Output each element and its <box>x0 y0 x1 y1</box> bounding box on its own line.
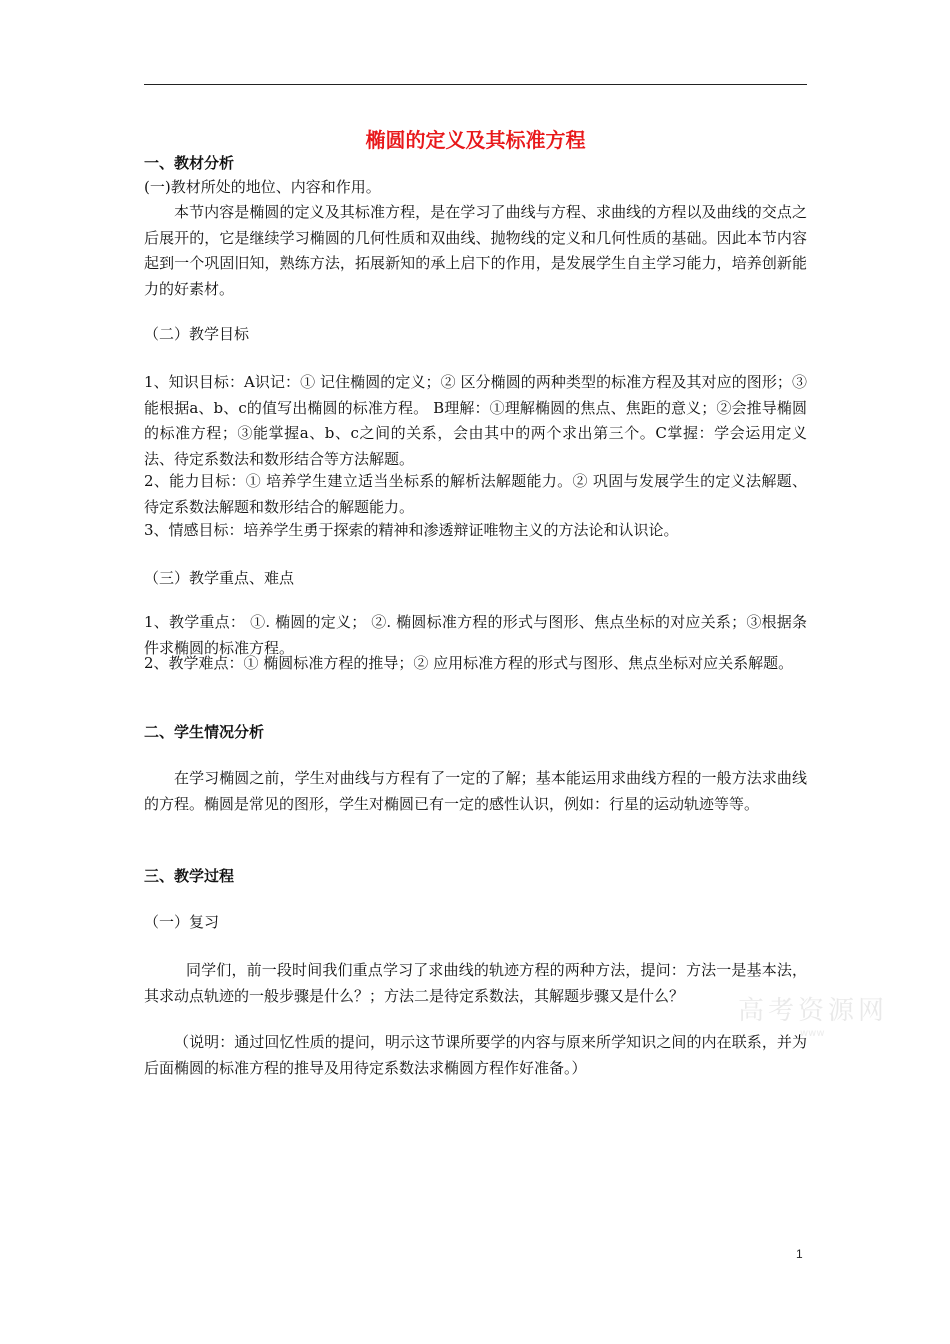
goal-emotion: 3、情感目标：培养学生勇于探索的精神和渗透辩证唯物主义的方法论和认识论。 <box>144 521 679 539</box>
section-2-heading: 二、学生情况分析 <box>144 723 265 741</box>
goal-knowledge: 1、知识目标：A识记：① 记住椭圆的定义；② 区分椭圆的两种类型的标准方程及其对应的图形；③能根据a、b、c的值写出椭圆的标准方程。 B理解：①理解椭圆的焦点、焦距的意义；②会推导椭圆的标准方程；③能掌握a、b、c之间的关系，会由其中的两个求出第三个。C掌握：学会运用定义法、待定系数法和数形结合等方法解题。 <box>144 373 807 468</box>
section-1-heading: 一、教材分析 <box>144 154 235 172</box>
note-paragraph: （说明：通过回忆性质的提问，明示这节课所要学的内容与原来所学知识之间的内在联系，并为后面椭圆的标准方程的推导及用待定系数法求椭圆方程作好准备。） <box>144 1033 807 1077</box>
watermark: 高考资源网 <box>738 996 889 1026</box>
section-1-sub-3: （三）教学重点、难点 <box>144 569 295 587</box>
section-3-heading: 三、教学过程 <box>144 867 235 885</box>
key-points: 1、教学重点： ①. 椭圆的定义； ②. 椭圆标准方程的形式与图形、焦点坐标的对应关系；③根据条件求椭圆的标准方程。 <box>144 613 807 657</box>
difficult-points: 2、教学难点：① 椭圆标准方程的推导；② 应用标准方程的形式与图形、焦点坐标对应关系解题。 <box>144 654 794 672</box>
page-number: 1 <box>796 1247 803 1261</box>
section-1-paragraph: 本节内容是椭圆的定义及其标准方程，是在学习了曲线与方程、求曲线的方程以及曲线的交点之后展开的，它是继续学习椭圆的几何性质和双曲线、抛物线的定义和几何性质的基础。因此本节内容起到一个巩固旧知，熟练方法，拓展新知的承上启下的作用，是发展学生自主学习能力，培养创新能力的好素材。 <box>144 203 807 298</box>
section-1-sub-2: （二）教学目标 <box>144 325 250 343</box>
watermark-sub: www <box>800 1028 825 1039</box>
section-2-paragraph: 在学习椭圆之前，学生对曲线与方程有了一定的了解；基本能运用求曲线方程的一般方法求曲线的方程。椭圆是常见的图形，学生对椭圆已有一定的感性认识，例如：行星的运动轨迹等等。 <box>144 769 807 813</box>
header-rule <box>144 84 807 85</box>
section-3-sub-1: （一）复习 <box>144 913 220 931</box>
document-title: 椭圆的定义及其标准方程 <box>365 128 586 152</box>
goal-ability: 2、能力目标：① 培养学生建立适当坐标系的解析法解题能力。② 巩固与发展学生的定义法解题、待定系数法解题和数形结合的解题能力。 <box>144 472 807 516</box>
review-paragraph: 同学们，前一段时间我们重点学习了求曲线的轨迹方程的两种方法，提问：方法一是基本法，其求动点轨迹的一般步骤是什么？；方法二是待定系数法，其解题步骤又是什么？ <box>144 961 807 1005</box>
section-1-sub-1: (一)教材所处的地位、内容和作用。 <box>144 178 381 196</box>
